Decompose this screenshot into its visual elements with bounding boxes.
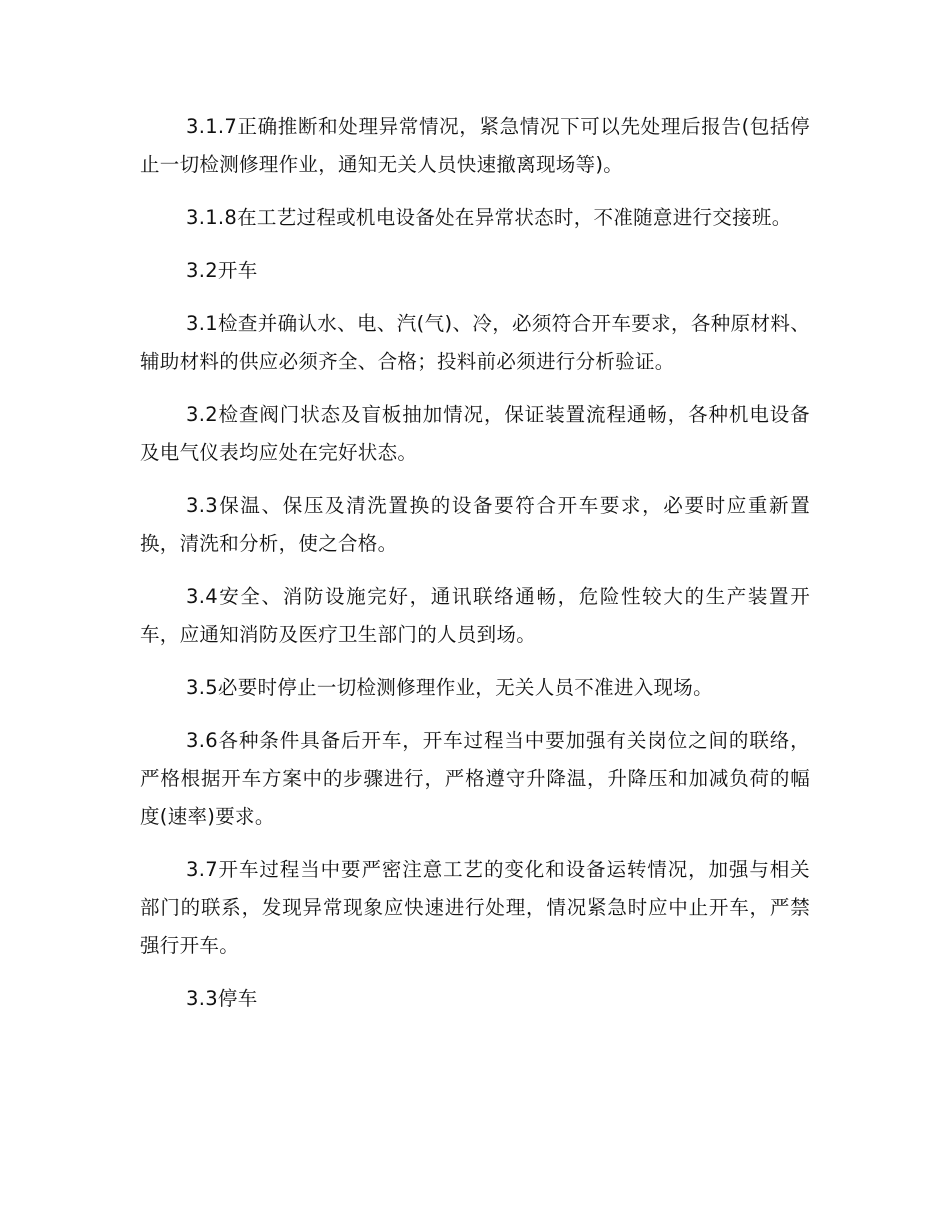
paragraph-3-2: 3.2检查阀门状态及盲板抽加情况，保证装置流程通畅，各种机电设备及电气仪表均应处在完好状态。: [140, 403, 810, 464]
paragraph-3-3: 3.3保温、保压及清洗置换的设备要符合开车要求，必要时应重新置换，清洗和分析，使之合格。: [140, 494, 810, 555]
paragraph-3-7: 3.7开车过程当中要严密注意工艺的变化和设备运转情况，加强与相关部门的联系，发现异常现象应快速进行处理，情况紧急时应中止开车，严禁强行开车。: [140, 858, 810, 957]
section-heading-startup: 3.2开车: [186, 259, 258, 282]
paragraph-3-1-7: 3.1.7正确推断和处理异常情况，紧急情况下可以先处理后报告(包括停止一切检测修理作业，通知无关人员快速撤离现场等)。: [140, 115, 810, 176]
paragraph-3-4: 3.4安全、消防设施完好，通讯联络通畅，危险性较大的生产装置开车，应通知消防及医疗卫生部门的人员到场。: [140, 585, 810, 646]
document-body: [140, 108, 810, 1033]
paragraph-3-1-8: 3.1.8在工艺过程或机电设备处在异常状态时，不准随意进行交接班。: [186, 206, 792, 229]
paragraph-3-5: 3.5必要时停止一切检测修理作业，无关人员不准进入现场。: [186, 676, 713, 699]
paragraph-3-1: 3.1检查并确认水、电、汽(气)、冷，必须符合开车要求，各种原材料、辅助材料的供应必须齐全、合格；投料前必须进行分析验证。: [140, 312, 810, 373]
section-heading-shutdown: 3.3停车: [186, 987, 258, 1010]
paragraph-3-6: 3.6各种条件具备后开车，开车过程当中要加强有关岗位之间的联络，严格根据开车方案中的步骤进行，严格遵守升降温，升降压和加减负荷的幅度(速率)要求。: [140, 729, 810, 828]
